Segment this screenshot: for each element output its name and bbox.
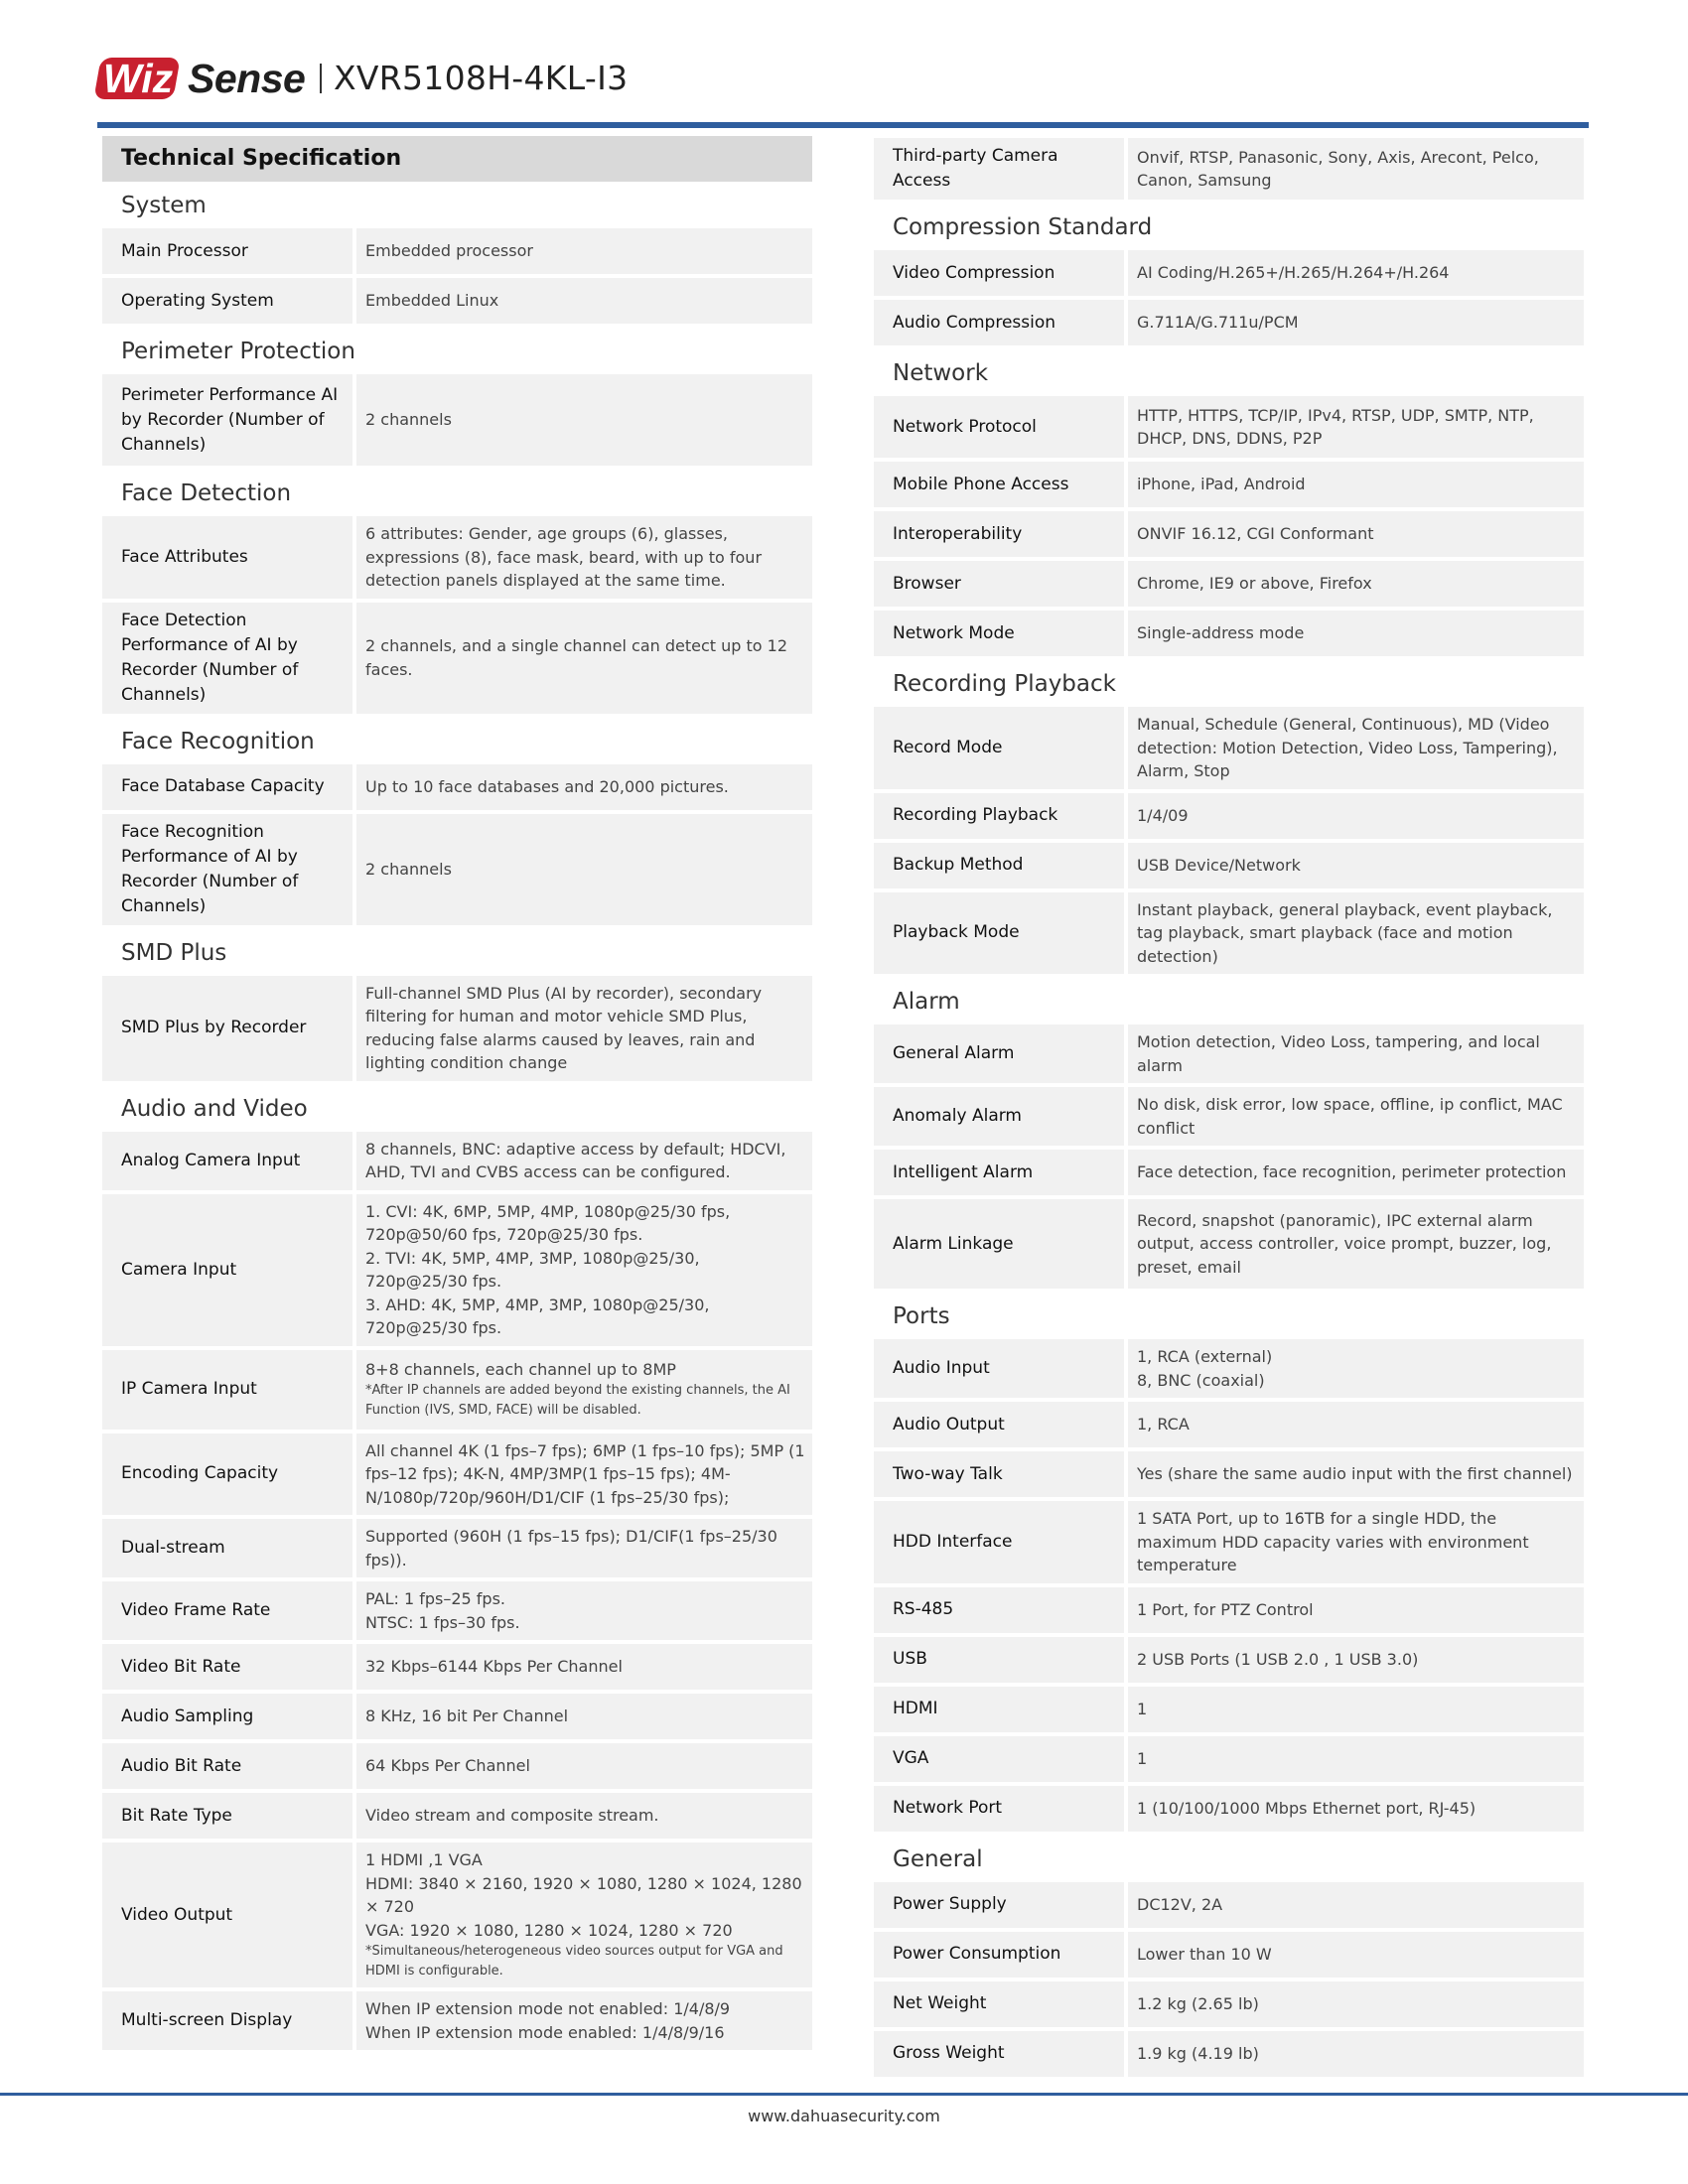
spec-label: Analog Camera Input bbox=[102, 1132, 352, 1190]
section-title-face-recognition: Face Recognition bbox=[121, 728, 315, 754]
spec-label: Audio Compression bbox=[874, 300, 1124, 345]
spec-value-line: No disk, disk error, low space, offline, ip conflict, MAC conflict bbox=[1137, 1095, 1563, 1138]
spec-value-line: Supported (960H (1 fps–15 fps); D1/CIF(1 fps–25/30 fps)). bbox=[365, 1527, 777, 1570]
spec-value-line: Instant playback, general playback, event playback, tag playback, smart playback (face and motion detection) bbox=[1137, 899, 1553, 966]
spec-value-line: 8+8 channels, each channel up to 8MP bbox=[365, 1359, 676, 1379]
spec-row-operating-system bbox=[102, 278, 812, 324]
spec-value-line: Up to 10 face databases and 20,000 pictures. bbox=[365, 776, 729, 796]
spec-value-line: Record, snapshot (panoramic), IPC external alarm output, access controller, voice prompt, buzzer, log, preset, email bbox=[1137, 1210, 1552, 1277]
spec-row-two-way-talk bbox=[874, 1451, 1584, 1497]
spec-value-note: *Simultaneous/heterogeneous video sources output for VGA and HDMI is configurable. bbox=[365, 1944, 783, 1979]
spec-value-line: iPhone, iPad, Android bbox=[1137, 475, 1306, 494]
spec-value-note: *After IP channels are added beyond the existing channels, the AI Function (IVS, SMD, FACE) will be disabled. bbox=[365, 1383, 790, 1419]
spec-row-network-port bbox=[874, 1786, 1584, 1832]
spec-value bbox=[356, 976, 812, 1081]
spec-value-line: 6 attributes: Gender, age groups (6), glasses, expressions (8), face mask, beard, with up to four detection panels displayed at the same time. bbox=[365, 524, 763, 590]
spec-value-line: VGA: 1920 × 1080, 1280 × 1024, 1280 × 720 bbox=[365, 1920, 733, 1940]
spec-row-video-frame-rate bbox=[102, 1581, 812, 1640]
spec-value bbox=[1128, 138, 1584, 200]
spec-value-line: 8 channels, BNC: adaptive access by default; HDCVI, AHD, TVI and CVBS access can be configured. bbox=[365, 1139, 786, 1181]
spec-value-line: 1.2 kg (2.65 lb) bbox=[1137, 1993, 1259, 2013]
spec-label: Video Compression bbox=[874, 250, 1124, 296]
section-title-perimeter-protection: Perimeter Protection bbox=[121, 339, 355, 364]
spec-label: Network Port bbox=[874, 1786, 1124, 1832]
spec-value-line: 1 HDMI ,1 VGA bbox=[365, 1850, 483, 1869]
spec-label: HDD Interface bbox=[874, 1501, 1124, 1583]
spec-row-usb bbox=[874, 1637, 1584, 1683]
spec-row-rs-485 bbox=[874, 1587, 1584, 1633]
spec-value-line: 1 bbox=[1137, 1699, 1148, 1718]
spec-row-backup-method bbox=[874, 843, 1584, 888]
spec-value-line: When IP extension mode enabled: 1/4/8/9/16 bbox=[365, 2022, 725, 2042]
spec-value-line: 1, RCA bbox=[1137, 1415, 1190, 1434]
section-title-smd-plus: SMD Plus bbox=[121, 939, 227, 966]
spec-label: Two-way Talk bbox=[874, 1451, 1124, 1497]
spec-row-vga bbox=[874, 1736, 1584, 1782]
spec-label: Network Protocol bbox=[874, 396, 1124, 458]
spec-value-line: 2 channels, and a single channel can detect up to 12 faces. bbox=[365, 636, 788, 679]
spec-label: Anomaly Alarm bbox=[874, 1087, 1124, 1146]
spec-value-line: 32 Kbps–6144 Kbps Per Channel bbox=[365, 1657, 623, 1677]
spec-row-face-recognition-performance-of-ai-by-recorder-number-of-channels bbox=[102, 814, 812, 925]
spec-value bbox=[1128, 843, 1584, 888]
spec-value-line: Video stream and composite stream. bbox=[365, 1806, 659, 1826]
spec-value bbox=[356, 603, 812, 714]
spec-value-line: 2 USB Ports (1 USB 2.0 , 1 USB 3.0) bbox=[1137, 1649, 1419, 1669]
spec-row-net-weight bbox=[874, 1981, 1584, 2027]
spec-value-line: NTSC: 1 fps–30 fps. bbox=[365, 1612, 520, 1632]
spec-row-face-attributes bbox=[102, 516, 812, 599]
spec-value bbox=[1128, 793, 1584, 839]
section-title-alarm: Alarm bbox=[893, 989, 960, 1015]
spec-value-line: Motion detection, Video Loss, tampering, and local alarm bbox=[1137, 1032, 1540, 1075]
spec-value bbox=[1128, 1501, 1584, 1583]
spec-column-right bbox=[874, 136, 1584, 2081]
spec-row-intelligent-alarm bbox=[874, 1150, 1584, 1195]
spec-value bbox=[1128, 707, 1584, 789]
spec-value bbox=[356, 1991, 812, 2050]
model-name: XVR5108H-4KL-I3 bbox=[334, 59, 629, 97]
spec-label: Face Attributes bbox=[102, 516, 352, 599]
spec-label: Backup Method bbox=[874, 843, 1124, 888]
spec-value bbox=[1128, 1024, 1584, 1083]
spec-value-line: Lower than 10 W bbox=[1137, 1944, 1272, 1964]
spec-label: Video Output bbox=[102, 1843, 352, 1987]
spec-value-line: AI Coding/H.265+/H.265/H.264+/H.264 bbox=[1137, 263, 1450, 283]
spec-value-line: 1/4/09 bbox=[1137, 805, 1189, 825]
header-rule bbox=[97, 122, 1589, 128]
spec-value bbox=[1128, 250, 1584, 296]
spec-value-line: Yes (share the same audio input with the first channel) bbox=[1137, 1464, 1573, 1484]
spec-value bbox=[1128, 1087, 1584, 1146]
spec-value-line: 1 bbox=[1137, 1748, 1148, 1768]
spec-row-main-processor bbox=[102, 228, 812, 274]
spec-title: Technical Specification bbox=[102, 136, 812, 182]
spec-value-line: Chrome, IE9 or above, Firefox bbox=[1137, 574, 1372, 594]
spec-value-line: 1, RCA (external) bbox=[1137, 1347, 1273, 1366]
spec-value-line: 3. AHD: 4K, 5MP, 4MP, 3MP, 1080p@25/30, 720p@25/30 fps. bbox=[365, 1295, 710, 1337]
section-title-face-detection: Face Detection bbox=[121, 480, 292, 506]
spec-label: Audio Bit Rate bbox=[102, 1743, 352, 1789]
spec-label: Video Bit Rate bbox=[102, 1644, 352, 1690]
spec-value bbox=[1128, 300, 1584, 345]
spec-row-face-detection-performance-of-ai-by-recorder-number-of-channels bbox=[102, 603, 812, 714]
spec-column-left bbox=[102, 136, 812, 2054]
spec-value bbox=[1128, 511, 1584, 557]
spec-value bbox=[1128, 892, 1584, 975]
spec-label: Operating System bbox=[102, 278, 352, 324]
spec-value bbox=[356, 1519, 812, 1577]
spec-label: Gross Weight bbox=[874, 2031, 1124, 2077]
spec-row-gross-weight bbox=[874, 2031, 1584, 2077]
spec-value-line: ONVIF 16.12, CGI Conformant bbox=[1137, 524, 1374, 544]
section-title-recording-playback: Recording Playback bbox=[893, 671, 1116, 697]
spec-label: Net Weight bbox=[874, 1981, 1124, 2027]
spec-label: HDMI bbox=[874, 1687, 1124, 1732]
spec-label: Audio Input bbox=[874, 1339, 1124, 1398]
spec-value bbox=[356, 814, 812, 925]
spec-row-bit-rate-type bbox=[102, 1793, 812, 1839]
spec-row-analog-camera-input bbox=[102, 1132, 812, 1190]
spec-value bbox=[356, 1843, 812, 1987]
spec-value-line: USB Device/Network bbox=[1137, 855, 1301, 875]
spec-value-line: Face detection, face recognition, perimeter protection bbox=[1137, 1162, 1567, 1182]
spec-label: Intelligent Alarm bbox=[874, 1150, 1124, 1195]
spec-value-line: PAL: 1 fps–25 fps. bbox=[365, 1589, 506, 1608]
spec-label: Multi-screen Display bbox=[102, 1991, 352, 2050]
spec-label: Perimeter Performance AI by Recorder (Number of Channels) bbox=[102, 374, 352, 466]
spec-value-line: 2. TVI: 4K, 5MP, 4MP, 3MP, 1080p@25/30, 720p@25/30 fps. bbox=[365, 1248, 700, 1291]
spec-value-line: 1 Port, for PTZ Control bbox=[1137, 1599, 1314, 1619]
spec-value bbox=[1128, 1587, 1584, 1633]
spec-value bbox=[356, 278, 812, 324]
spec-value bbox=[1128, 396, 1584, 458]
spec-label: USB bbox=[874, 1637, 1124, 1683]
spec-value bbox=[356, 1194, 812, 1346]
spec-label: Face Detection Performance of AI by Recorder (Number of Channels) bbox=[102, 603, 352, 714]
spec-row-hdd-interface bbox=[874, 1501, 1584, 1583]
page-header bbox=[97, 52, 1587, 111]
spec-row-smd-plus-by-recorder bbox=[102, 976, 812, 1081]
spec-label: Video Frame Rate bbox=[102, 1581, 352, 1640]
spec-value bbox=[1128, 1637, 1584, 1683]
spec-row-video-compression bbox=[874, 250, 1584, 296]
spec-label: Dual-stream bbox=[102, 1519, 352, 1577]
spec-label: Camera Input bbox=[102, 1194, 352, 1346]
spec-value bbox=[356, 1743, 812, 1789]
spec-row-network-protocol bbox=[874, 396, 1584, 458]
spec-value-line: Full-channel SMD Plus (AI by recorder), secondary filtering for human and motor vehicle SMD Plus, reducing false alarms caused by leaves, rain and lighting condition change bbox=[365, 983, 763, 1072]
spec-value-line: When IP extension mode not enabled: 1/4/8/9 bbox=[365, 1999, 731, 2018]
spec-row-encoding-capacity bbox=[102, 1433, 812, 1516]
spec-value bbox=[1128, 1199, 1584, 1289]
spec-value-line: HDMI: 3840 × 2160, 1920 × 1080, 1280 × 1024, 1280 × 720 bbox=[365, 1873, 802, 1916]
spec-row-ip-camera-input bbox=[102, 1350, 812, 1430]
spec-value bbox=[356, 374, 812, 466]
spec-row-hdmi bbox=[874, 1687, 1584, 1732]
spec-label: Main Processor bbox=[102, 228, 352, 274]
spec-value-line: 8, BNC (coaxial) bbox=[1137, 1370, 1265, 1390]
spec-value bbox=[1128, 561, 1584, 607]
spec-label: Audio Output bbox=[874, 1402, 1124, 1447]
spec-row-dual-stream bbox=[102, 1519, 812, 1577]
spec-value-line: DC12V, 2A bbox=[1137, 1894, 1223, 1914]
spec-row-face-database-capacity bbox=[102, 764, 812, 810]
spec-value bbox=[1128, 1339, 1584, 1398]
spec-label: Power Consumption bbox=[874, 1932, 1124, 1978]
spec-value bbox=[356, 516, 812, 599]
spec-label: Interoperability bbox=[874, 511, 1124, 557]
spec-value-line: 1 (10/100/1000 Mbps Ethernet port, RJ-45) bbox=[1137, 1798, 1477, 1818]
spec-label: VGA bbox=[874, 1736, 1124, 1782]
spec-value-line: 1 SATA Port, up to 16TB for a single HDD, the maximum HDD capacity varies with environment temperature bbox=[1137, 1509, 1529, 1574]
spec-row-browser bbox=[874, 561, 1584, 607]
spec-value bbox=[1128, 1736, 1584, 1782]
section-title-network: Network bbox=[893, 360, 989, 386]
logo-sense-text: Sense bbox=[188, 56, 306, 101]
spec-value bbox=[356, 1433, 812, 1516]
spec-value bbox=[356, 228, 812, 274]
spec-value bbox=[1128, 1981, 1584, 2027]
spec-value bbox=[1128, 1402, 1584, 1447]
spec-label: Third-party Camera Access bbox=[874, 138, 1124, 200]
spec-value bbox=[356, 1644, 812, 1690]
spec-label: General Alarm bbox=[874, 1024, 1124, 1083]
spec-row-network-mode bbox=[874, 611, 1584, 656]
spec-row-camera-input bbox=[102, 1194, 812, 1346]
spec-value-line: 1.9 kg (4.19 lb) bbox=[1137, 2043, 1259, 2063]
spec-row-anomaly-alarm bbox=[874, 1087, 1584, 1146]
spec-label: IP Camera Input bbox=[102, 1350, 352, 1430]
spec-value-line: G.711A/G.711u/PCM bbox=[1137, 313, 1299, 333]
spec-value bbox=[356, 764, 812, 810]
spec-label: Audio Sampling bbox=[102, 1694, 352, 1739]
spec-row-alarm-linkage bbox=[874, 1199, 1584, 1289]
spec-value-line: Embedded processor bbox=[365, 241, 533, 261]
spec-row-video-bit-rate bbox=[102, 1644, 812, 1690]
spec-value bbox=[1128, 1882, 1584, 1928]
spec-label: Power Supply bbox=[874, 1882, 1124, 1928]
spec-label: Bit Rate Type bbox=[102, 1793, 352, 1839]
spec-value-line: Embedded Linux bbox=[365, 291, 499, 311]
spec-row-power-consumption bbox=[874, 1932, 1584, 1978]
spec-label: Face Recognition Performance of AI by Recorder (Number of Channels) bbox=[102, 814, 352, 925]
logo-wiz-text: Wiz bbox=[102, 56, 174, 101]
spec-row-power-supply bbox=[874, 1882, 1584, 1928]
spec-row-audio-output bbox=[874, 1402, 1584, 1447]
spec-row-mobile-phone-access bbox=[874, 462, 1584, 507]
spec-value-line: Single-address mode bbox=[1137, 623, 1305, 643]
section-title-audio-and-video: Audio and Video bbox=[121, 1095, 308, 1122]
spec-value-line: All channel 4K (1 fps–7 fps); 6MP (1 fps–10 fps); 5MP (1 fps–12 fps); 4K-N, 4MP/3MP(1 fps–15 fps); 4M-N/1080p/720p/960H/D1/CIF (1 fps–25/30 fps); bbox=[365, 1440, 805, 1507]
spec-value bbox=[356, 1694, 812, 1739]
spec-label: Network Mode bbox=[874, 611, 1124, 656]
spec-value bbox=[1128, 611, 1584, 656]
spec-row-multi-screen-display bbox=[102, 1991, 812, 2050]
footer-url: www.dahuasecurity.com bbox=[748, 2107, 940, 2125]
spec-label: Face Database Capacity bbox=[102, 764, 352, 810]
spec-value bbox=[356, 1793, 812, 1839]
spec-value bbox=[1128, 1451, 1584, 1497]
spec-value bbox=[1128, 1786, 1584, 1832]
title-divider bbox=[320, 64, 322, 93]
spec-value bbox=[356, 1581, 812, 1640]
spec-row-audio-compression bbox=[874, 300, 1584, 345]
section-title-general: General bbox=[893, 1845, 983, 1872]
spec-label: Encoding Capacity bbox=[102, 1433, 352, 1516]
spec-value bbox=[356, 1350, 812, 1430]
spec-value-line: 8 KHz, 16 bit Per Channel bbox=[365, 1706, 569, 1726]
spec-value-line: 2 channels bbox=[365, 859, 452, 879]
spec-row-perimeter-performance-ai-by-recorder-number-of-channels bbox=[102, 374, 812, 466]
spec-value-line: 1. CVI: 4K, 6MP, 5MP, 4MP, 1080p@25/30 fps, 720p@50/60 fps, 720p@25/30 fps. bbox=[365, 1201, 731, 1244]
spec-label: Alarm Linkage bbox=[874, 1199, 1124, 1289]
section-title-ports: Ports bbox=[893, 1303, 950, 1329]
spec-value-line: Manual, Schedule (General, Continuous), MD (Video detection: Motion Detection, Video Loss, Tampering), Alarm, Stop bbox=[1137, 715, 1558, 780]
spec-label: Record Mode bbox=[874, 707, 1124, 789]
spec-row-record-mode bbox=[874, 707, 1584, 789]
spec-value bbox=[1128, 1687, 1584, 1732]
spec-label: SMD Plus by Recorder bbox=[102, 976, 352, 1081]
spec-value-line: 2 channels bbox=[365, 410, 452, 430]
spec-row-general-alarm bbox=[874, 1024, 1584, 1083]
section-title-system: System bbox=[121, 193, 207, 218]
spec-row-audio-input bbox=[874, 1339, 1584, 1398]
spec-value bbox=[1128, 1932, 1584, 1978]
spec-value bbox=[1128, 462, 1584, 507]
spec-value bbox=[1128, 1150, 1584, 1195]
spec-row-recording-playback bbox=[874, 793, 1584, 839]
spec-row-interoperability bbox=[874, 511, 1584, 557]
spec-value-line: 64 Kbps Per Channel bbox=[365, 1756, 530, 1776]
footer-rule bbox=[0, 2093, 1688, 2096]
section-title-compression-standard: Compression Standard bbox=[893, 214, 1153, 240]
spec-label: RS-485 bbox=[874, 1587, 1124, 1633]
spec-label: Browser bbox=[874, 561, 1124, 607]
spec-value bbox=[356, 1132, 812, 1190]
spec-value bbox=[1128, 2031, 1584, 2077]
spec-row-audio-bit-rate bbox=[102, 1743, 812, 1789]
spec-row-third-party-camera-access bbox=[874, 138, 1584, 200]
spec-value-line: Onvif, RTSP, Panasonic, Sony, Axis, Arecont, Pelco, Canon, Samsung bbox=[1137, 147, 1539, 190]
spec-value-line: HTTP, HTTPS, TCP/IP, IPv4, RTSP, UDP, SMTP, NTP, DHCP, DNS, DDNS, P2P bbox=[1137, 405, 1534, 448]
spec-row-video-output bbox=[102, 1843, 812, 1987]
spec-label: Playback Mode bbox=[874, 892, 1124, 975]
spec-label: Recording Playback bbox=[874, 793, 1124, 839]
spec-row-audio-sampling bbox=[102, 1694, 812, 1739]
spec-label: Mobile Phone Access bbox=[874, 462, 1124, 507]
spec-row-playback-mode bbox=[874, 892, 1584, 975]
